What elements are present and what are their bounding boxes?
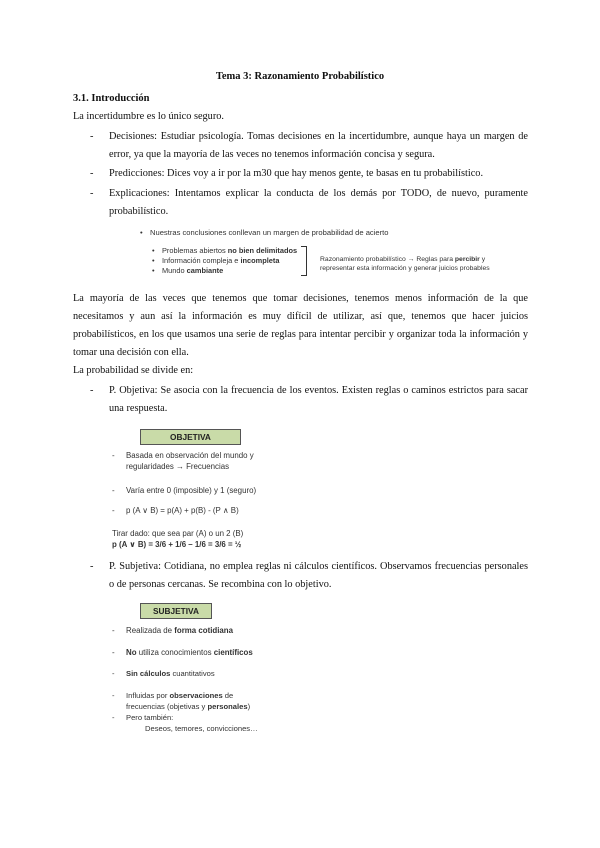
brace-shape (301, 246, 307, 276)
figure-text-bold: observaciones (169, 691, 223, 700)
list-item-text: Explicaciones: Intentamos explicar la conducta de los demás por TODO, de nuevo, puramente probabilístico. (109, 188, 528, 217)
intro-paragraph: La incertidumbre es lo único seguro. (73, 111, 224, 122)
bullet-icon: • (152, 266, 155, 275)
figure-text: ) (247, 702, 251, 711)
list-item-text: Decisiones: Estudiar psicología. Tomas decisiones en la incertidumbre, aunque haya un margen de error, ya que la mayoría de las veces no tenemos información concisa y segura. (109, 131, 528, 160)
figure-text: Nuestras conclusiones conllevan un margen de probabilidad de acierto (150, 228, 389, 237)
objetiva-bullet: - Basada en observación del mundo y (112, 450, 312, 461)
objetiva-bullet: - p (A ∨ B) = p(A) + p(B) - (P ∧ B) (112, 505, 332, 516)
figure-item (152, 256, 279, 265)
figure-text: regularidades → Frecuencias (126, 462, 230, 471)
figure-text: utiliza conocimientos (136, 648, 214, 657)
figure-text-bold: incompleta (240, 256, 280, 265)
figure-text: p (A ∨ B) = p(A) + p(B) - (P ∧ B) (126, 506, 239, 515)
figure-conclusiones (140, 228, 389, 237)
bullet-icon: • (140, 228, 143, 237)
figure-text: y (479, 256, 486, 263)
list-item-objetiva: - P. Objetiva: Se asocia con la frecuencia de los eventos. Existen reglas o caminos estrictos para sacar una respuesta. (73, 382, 528, 418)
figure-text-bold: personales (207, 702, 248, 711)
paragraph-division: La probabilidad se divide en: (73, 365, 194, 376)
list-item-explicaciones: - Explicaciones: Intentamos explicar la conducta de los demás por TODO, de nuevo, puramente probabilístico. (73, 185, 528, 221)
figure-text-bold: no bien delimitados (227, 246, 298, 255)
subjetiva-box: SUBJETIVA (140, 603, 212, 619)
list-item-predicciones: - Predicciones: Dices voy a ir por la m30 que hay menos gente, te basas en tu probabilístico. (73, 165, 528, 183)
subjetiva-bullet: - Influidas por observaciones de (112, 691, 234, 700)
figure-text-bold: científicos (213, 648, 253, 657)
bullet-icon: • (152, 246, 155, 255)
figure-text: Basada en observación del mundo y (126, 451, 254, 460)
list-item-text: P. Objetiva: Se asocia con la frecuencia de los eventos. Existen reglas o caminos estrictos para sacar una respuesta. (109, 385, 528, 414)
list-item-text: Predicciones: Dices voy a ir por la m30 que hay menos gente, te basas en tu probabilístico. (109, 168, 484, 179)
subjetiva-bullet: - Pero también: (112, 712, 352, 723)
figure-razonamiento-line2: representar esta información y generar juicios probables (320, 265, 490, 272)
figure-text: Razonamiento probabilístico → Reglas para (320, 256, 455, 263)
figure-text: de (222, 691, 234, 700)
objetiva-example-result: p (A ∨ B) = 3/6 + 1/6 – 1/6 = 3/6 = ½ (112, 540, 242, 549)
objetiva-bullet-cont (112, 461, 312, 472)
figure-text-bold: percibir (454, 256, 480, 263)
subjetiva-subitem: Deseos, temores, convicciones… (145, 724, 258, 733)
subjetiva-bullet: - Realizada de forma cotidiana (112, 626, 234, 635)
figure-item (152, 246, 297, 255)
subjetiva-bullet: - Sin cálculos cuantitativos (112, 669, 215, 678)
figure-item (152, 266, 223, 275)
figure-text-bold: cambiante (186, 266, 224, 275)
objetiva-bullet: - Varía entre 0 (imposible) y 1 (seguro) (112, 485, 332, 496)
figure-text: Problemas abiertos (162, 246, 228, 255)
objetiva-example: Tirar dado: que sea par (A) o un 2 (B) (112, 529, 244, 538)
figure-text-bold: Sin cálculos (126, 669, 171, 678)
list-item-text: P. Subjetiva: Cotidiana, no emplea reglas ni cálculos científicos. Observamos frecuencias personales o de personas cercanas. Se recombina con lo objetivo. (109, 561, 528, 590)
figure-text: Influidas por (126, 691, 170, 700)
figure-text: Información compleja e (162, 256, 241, 265)
bullet-icon: • (152, 256, 155, 265)
figure-text-bold: No (126, 648, 137, 657)
figure-text: Pero también: (126, 713, 174, 722)
subjetiva-bullet-cont (112, 701, 352, 712)
list-item-decisiones: - Decisiones: Estudiar psicología. Tomas decisiones en la incertidumbre, aunque haya un margen de error, ya que la mayoría de las veces no tenemos información concisa y segura. (73, 128, 528, 164)
figure-text-bold: forma cotidiana (174, 626, 234, 635)
list-item-subjetiva: - P. Subjetiva: Cotidiana, no emplea reglas ni cálculos científicos. Observamos frecuencias personales o de personas cercanas. Se recombina con lo objetivo. (73, 558, 528, 594)
section-heading: 3.1. Introducción (73, 93, 150, 104)
paragraph-decisiones: La mayoría de las veces que tenemos que tomar decisiones, tenemos menos información de la que necesitamos y aun así la información es muy difícil de utilizar, así que, tenemos que hacer juicios probabilísticos, en los que usamos una serie de reglas para intentar percibir y organizar toda la información y tomar una decisión con ella. (73, 293, 528, 358)
page-title: Tema 3: Razonamiento Probabilístico (215, 71, 385, 82)
figure-text: Mundo (162, 266, 187, 275)
figure-razonamiento (320, 256, 485, 263)
subjetiva-bullet: - No utiliza conocimientos científicos (112, 648, 253, 657)
figure-text: Varía entre 0 (imposible) y 1 (seguro) (126, 486, 257, 495)
objetiva-box: OBJETIVA (140, 429, 241, 445)
figure-text: Realizada de (126, 626, 175, 635)
figure-text: frecuencias (objetivas y (126, 702, 208, 711)
figure-text: cuantitativos (170, 669, 215, 678)
